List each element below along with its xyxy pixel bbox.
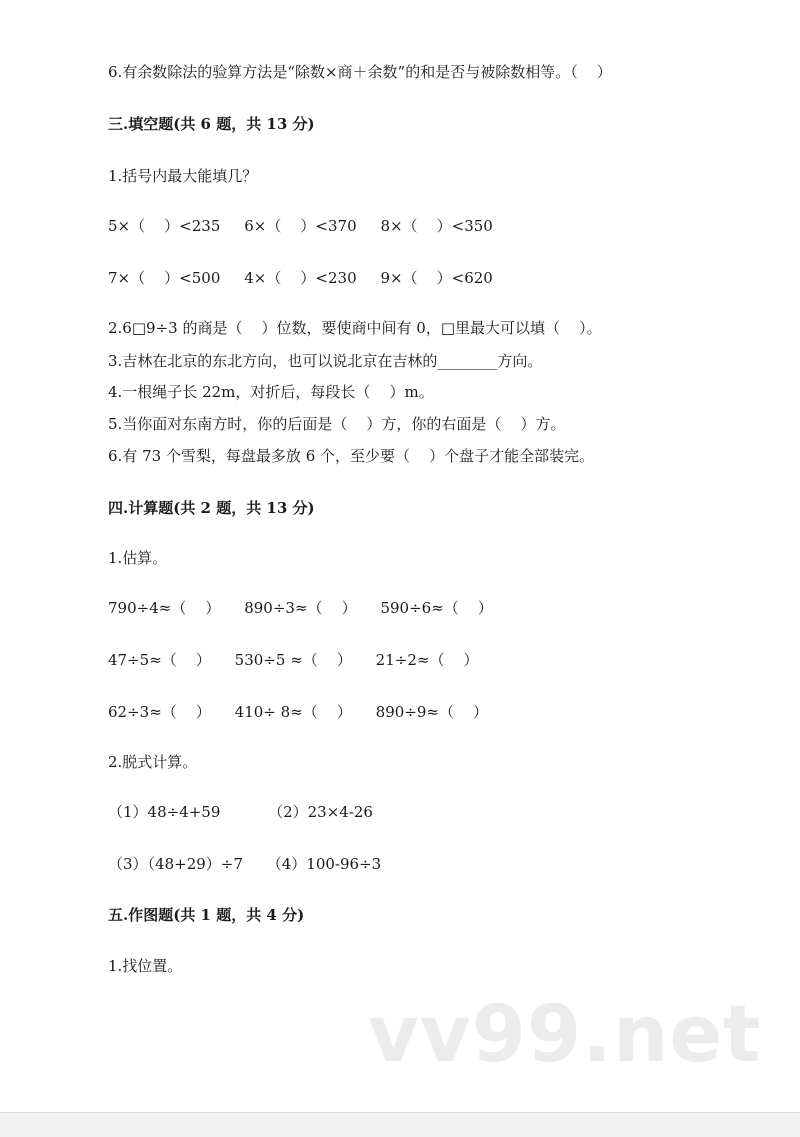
question-4-2-row-2: （3）（48+29）÷7 （4）100-96÷3 — [108, 855, 382, 873]
watermark: vv99.net — [368, 990, 762, 1080]
question-4-1: 1.估算。 — [108, 549, 168, 567]
question-3-5: 5.当你面对东南方时，你的后面是（ ）方，你的右面是（ ）方。 — [108, 415, 566, 433]
question-3-4: 4.一根绳子长 22m，对折后，每段长（ ）m。 — [108, 383, 434, 401]
question-4-2-row-1: （1）48÷4+59 （2）23×4-26 — [108, 803, 373, 821]
question-4-1-row-1: 790÷4≈（ ） 890÷3≈（ ） 590÷6≈（ ） — [108, 599, 493, 617]
question-3-1-row-2: 7×（ ）<500 4×（ ）<230 9×（ ）<620 — [108, 269, 493, 287]
page-bottom-bar — [0, 1112, 800, 1137]
question-4-1-row-3: 62÷3≈（ ） 410÷ 8≈（ ） 890÷9≈（ ） — [108, 703, 489, 721]
question-5-1: 1.找位置。 — [108, 957, 183, 975]
question-3-3: 3.吉林在北京的东北方向，也可以说北京在吉林的________方向。 — [108, 352, 543, 370]
question-3-6: 6.有 73 个雪梨，每盘最多放 6 个，至少要（ ）个盘子才能全部装完。 — [108, 447, 595, 465]
section-5-title: 五.作图题(共 1 题，共 4 分) — [108, 906, 305, 924]
section-3-title: 三.填空题(共 6 题，共 13 分) — [108, 115, 315, 133]
question-3-1: 1.括号内最大能填几？ — [108, 167, 258, 185]
question-3-1-row-1: 5×（ ）<235 6×（ ）<370 8×（ ）<350 — [108, 217, 493, 235]
question-3-2: 2.6□9÷3 的商是（ ）位数，要使商中间有 0，□里最大可以填（ ）。 — [108, 319, 602, 337]
question-2-6: 6.有余数除法的验算方法是“除数×商＋余数”的和是否与被除数相等。（ ） — [108, 63, 612, 81]
section-4-title: 四.计算题(共 2 题，共 13 分) — [108, 499, 315, 517]
question-4-1-row-2: 47÷5≈（ ） 530÷5 ≈（ ） 21÷2≈（ ） — [108, 651, 479, 669]
question-4-2: 2.脱式计算。 — [108, 753, 198, 771]
